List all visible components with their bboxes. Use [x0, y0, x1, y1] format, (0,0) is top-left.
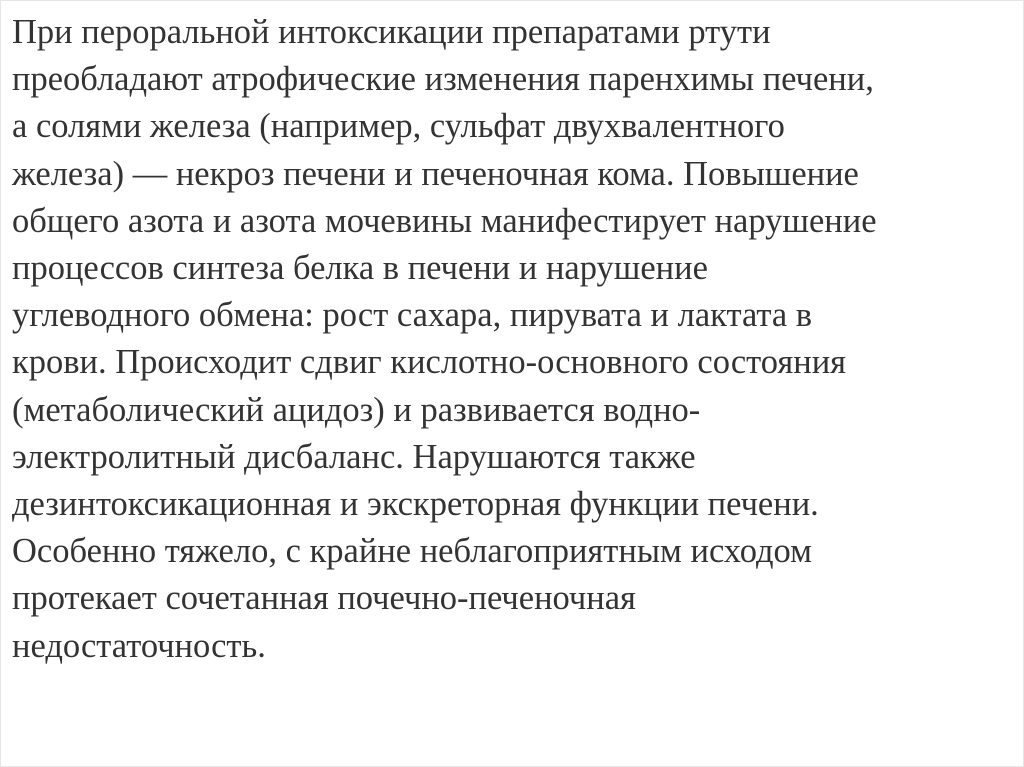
text-line-14: недостаточность.	[12, 626, 266, 665]
body-text	[12, 9, 1017, 670]
text-line-8: крови. Происходит сдвиг кислотно-основного состояния	[12, 343, 847, 382]
text-line-4: железа) — некроз печени и печеночная кома. Повышение	[12, 154, 859, 193]
text-line-6: процессов синтеза белка в печени и нарушение	[12, 249, 708, 288]
text-line-1: При пероральной интоксикации препаратами ртути	[12, 13, 771, 51]
text-line-9: (метаболический ацидоз) и развивается водно-	[12, 390, 701, 429]
text-line-12: Особенно тяжело, с крайне неблагоприятным исходом	[12, 532, 812, 571]
text-line-11: дезинтоксикационная и экскреторная функции печени.	[12, 485, 819, 524]
text-line-3: а солями железа (например, сульфат двухвалентного	[12, 107, 785, 146]
text-line-10: электролитный дисбаланс. Нарушаются также	[12, 437, 696, 476]
text-line-7: углеводного обмена: рост сахара, пирувата и лактата в	[12, 296, 813, 335]
text-line-13: протекает сочетанная почечно-печеночная	[12, 579, 636, 618]
text-line-5: общего азота и азота мочевины манифестирует нарушение	[12, 201, 877, 240]
text-line-2: преобладают атрофические изменения паренхимы печени,	[12, 60, 874, 99]
